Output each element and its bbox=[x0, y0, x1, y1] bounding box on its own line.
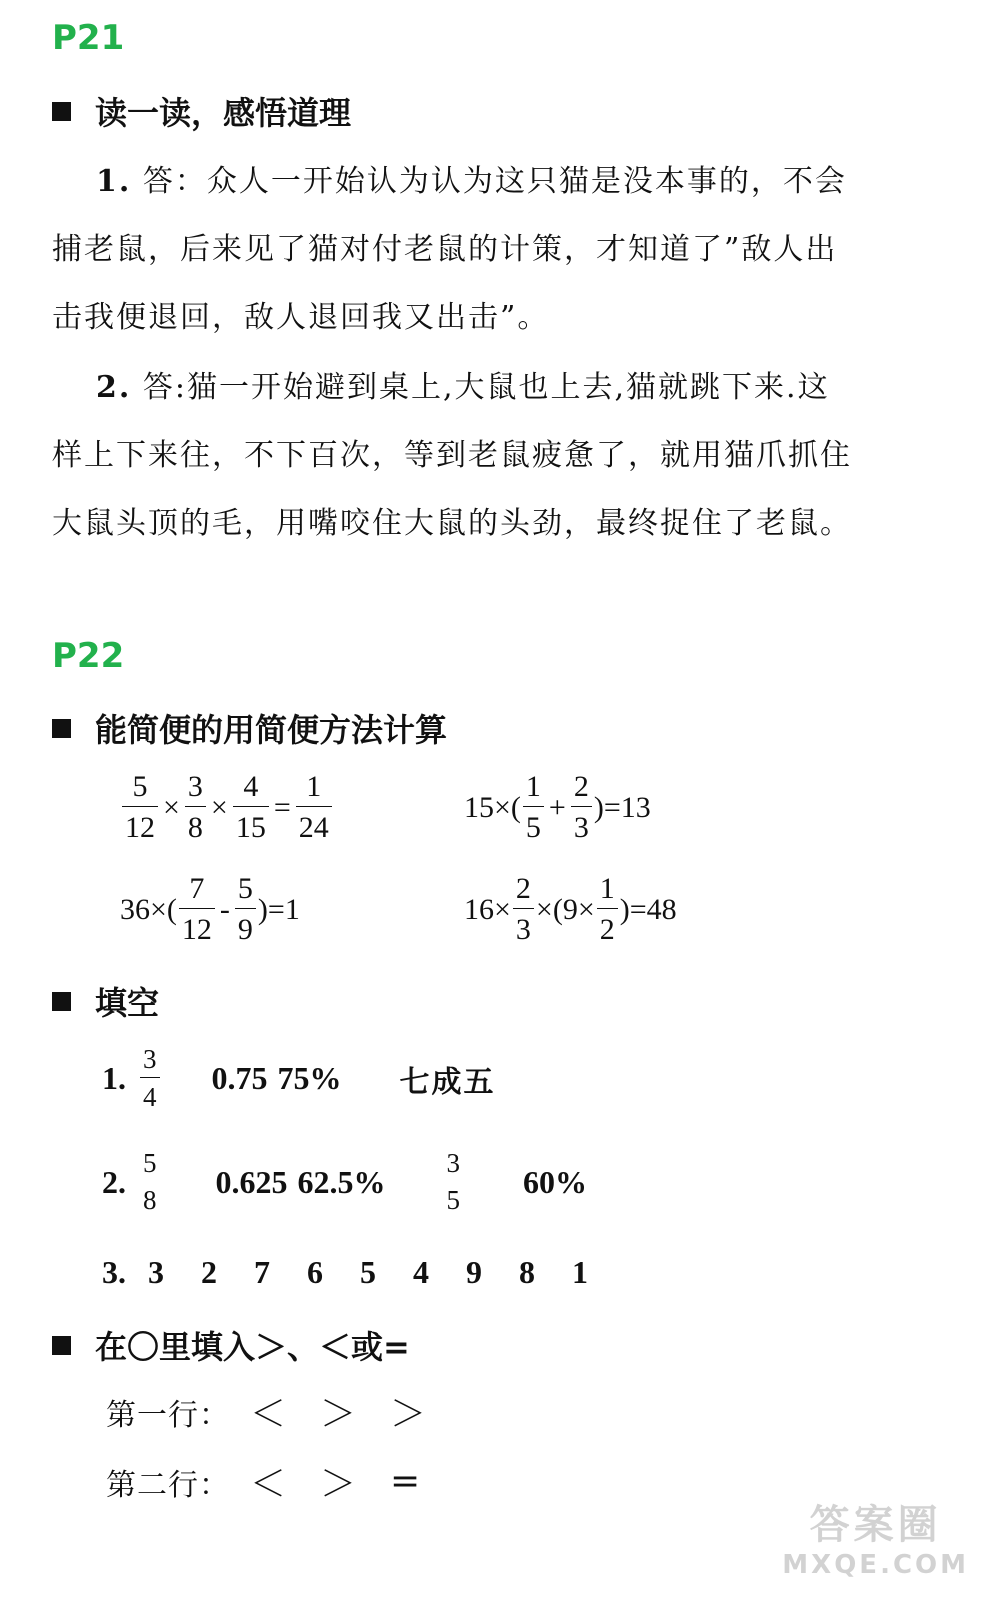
fraction: $\frac{3}{4}$ bbox=[140, 1046, 160, 1111]
section-fill-header bbox=[52, 978, 159, 1024]
compare-row-2: 第二行： ＜ ＞ = bbox=[106, 1461, 422, 1505]
compare-row-1: 第一行： ＜ ＞ ＞ bbox=[106, 1394, 428, 1435]
fraction: $\frac{5}{12}$ bbox=[122, 772, 158, 843]
fraction: $\frac{1}{2}$ bbox=[597, 874, 618, 945]
fraction: $\frac{2}{3}$ bbox=[571, 772, 592, 843]
calc-expression-3: 36×( $\frac{7}{12}$ - $\frac{5}{9}$ )=1 bbox=[120, 872, 300, 946]
fraction: $\frac{1}{24}$ bbox=[296, 772, 332, 843]
section-title-calc: 能简便的用简便方法计算 bbox=[95, 711, 448, 749]
section-title-compare: 在〇里填入＞、＜或= bbox=[95, 1328, 410, 1366]
section-compare-header bbox=[52, 1322, 410, 1368]
answer2-number: 2. bbox=[96, 370, 132, 405]
fraction: $\frac{5}{9}$ bbox=[235, 874, 256, 945]
square-bullet-icon bbox=[52, 102, 71, 121]
page-label-p22: P22 bbox=[52, 636, 125, 676]
calc-expression-1: $\frac{5}{12}$ × $\frac{3}{8}$ × $\frac{4}{15}$ = $\frac{1}{24}$ bbox=[120, 772, 334, 843]
fraction: $\frac{1}{5}$ bbox=[523, 772, 544, 843]
answer2-line2: 样上下来往，不下百次，等到老鼠疲惫了，就用猫爪抓住 bbox=[52, 438, 852, 473]
fraction: 3 5 bbox=[446, 1148, 460, 1215]
fraction: $\frac{7}{12}$ bbox=[179, 874, 215, 945]
answer1-line3: 击我便退回，敌人退回我又出击”。 bbox=[52, 300, 550, 335]
section-calc-header bbox=[52, 705, 447, 751]
square-bullet-icon bbox=[52, 719, 71, 738]
fraction: $\frac{2}{3}$ bbox=[513, 874, 534, 945]
fraction: 5 8 bbox=[143, 1148, 157, 1215]
fill-answer-1: 1. $\frac{3}{4}$ 0.75 75% 七成五 bbox=[102, 1044, 496, 1112]
answer1-line1 bbox=[96, 156, 936, 200]
fraction: $\frac{4}{15}$ bbox=[233, 772, 269, 843]
answer2-line3: 大鼠头顶的毛，用嘴咬住大鼠的头劲，最终捉住了老鼠。 bbox=[52, 506, 852, 541]
answer1-line2: 捕老鼠，后来见了猫对付老鼠的计策，才知道了”敌人出 bbox=[52, 232, 838, 267]
page-label-p21: P21 bbox=[52, 18, 125, 58]
section-title-read: 读一读，感悟道理 bbox=[95, 94, 352, 132]
calc-expression-4: 16× $\frac{2}{3}$ ×(9× $\frac{1}{2}$ )=48 bbox=[464, 872, 677, 946]
calc-expression-2: 15×( $\frac{1}{5}$ + $\frac{2}{3}$ )=13 bbox=[464, 770, 651, 844]
section-title-fill: 填空 bbox=[95, 984, 160, 1022]
square-bullet-icon bbox=[52, 1336, 71, 1355]
answer2-line1 bbox=[96, 362, 936, 406]
answer1-number: 1. bbox=[96, 164, 132, 199]
watermark-logo: 答案圈 MXQE.COM bbox=[782, 1502, 969, 1580]
section-read-header bbox=[52, 88, 351, 134]
answer2-text-line1: 答:猫一开始避到桌上,大鼠也上去,猫就跳下来.这 bbox=[142, 370, 830, 405]
fill-answer-2: 2. 5 8 0.625 62.5% 3 5 60% bbox=[102, 1148, 587, 1215]
fraction: $\frac{3}{8}$ bbox=[185, 772, 206, 843]
fill-answer-3: 3. 3 2 7 6 5 4 9 8 1 bbox=[102, 1254, 588, 1290]
answer1-text-line1: 答：众人一开始认为认为这只猫是没本事的，不会 bbox=[142, 164, 847, 199]
square-bullet-icon bbox=[52, 992, 71, 1011]
